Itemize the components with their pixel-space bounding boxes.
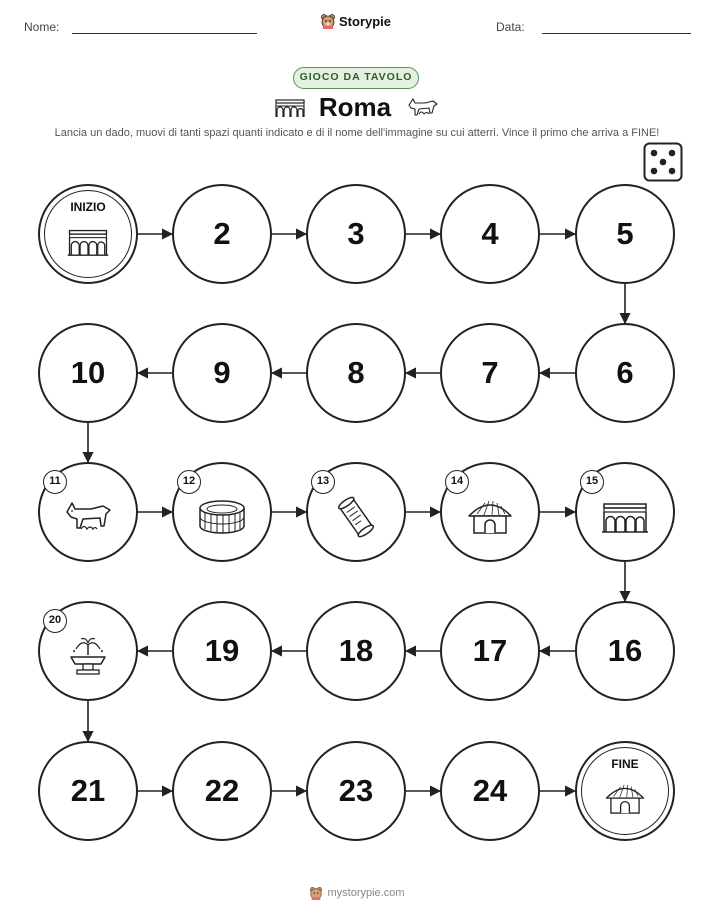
page-title: Roma: [318, 92, 392, 122]
space-number: 3: [347, 216, 365, 251]
space-number: 6: [616, 355, 634, 390]
space-number-badge: 14: [445, 470, 469, 494]
board-space-21: [38, 741, 138, 841]
board-space-24: [440, 741, 540, 841]
board-space-7: [440, 323, 540, 423]
fountain-icon: [63, 631, 113, 681]
board-space-3: [306, 184, 406, 284]
aqueduct-icon: [66, 220, 110, 264]
space-number: 2: [213, 216, 231, 251]
scroll-icon: [331, 492, 381, 542]
wolf-icon: [63, 492, 113, 542]
space-number: 17: [472, 633, 508, 668]
board-space-5: [575, 184, 675, 284]
date-label: Data:: [496, 20, 525, 34]
space-number: 4: [481, 216, 499, 251]
board-space-20: [38, 601, 138, 701]
space-number: 8: [347, 355, 365, 390]
board-space-finish: [575, 741, 675, 841]
name-label: Nome:: [24, 20, 60, 34]
board-space-15: [575, 462, 675, 562]
board-space-9: [172, 323, 272, 423]
space-number: 10: [70, 355, 106, 390]
space-number: 24: [472, 773, 508, 808]
hut-icon: [603, 777, 647, 821]
board-space-22: [172, 741, 272, 841]
bear-icon: [309, 886, 323, 900]
colosseum-icon: [197, 492, 247, 542]
footer: [0, 886, 714, 900]
space-number: 5: [616, 216, 634, 251]
board-space-19: [172, 601, 272, 701]
space-number: 16: [607, 633, 643, 668]
aqueduct-icon: [600, 492, 650, 542]
start-label: INIZIO: [70, 200, 106, 214]
space-number: 22: [204, 773, 240, 808]
board-space-start: [38, 184, 138, 284]
board-space-10: [38, 323, 138, 423]
hut-icon: [465, 492, 515, 542]
board-space-6: [575, 323, 675, 423]
game-instructions: Lancia un dado, muovi di tanti spazi quanti indicato e di il nome dell'immagine su cui atterri. Vince il primo che arriva a FINE!: [54, 127, 660, 139]
board-space-17: [440, 601, 540, 701]
board-space-11: [38, 462, 138, 562]
game-type-badge: GIOCO DA TAVOLO: [293, 67, 419, 89]
space-number-badge: 12: [177, 470, 201, 494]
space-number-badge: 15: [580, 470, 604, 494]
brand-name: Storypie: [339, 13, 392, 29]
space-number: 23: [338, 773, 374, 808]
board-space-16: [575, 601, 675, 701]
footer-url[interactable]: mystorypie.com: [327, 887, 405, 899]
space-number: 9: [213, 355, 231, 390]
board-space-2: [172, 184, 272, 284]
board-space-18: [306, 601, 406, 701]
space-number: 7: [481, 355, 499, 390]
space-number: 18: [338, 633, 374, 668]
board-space-12: [172, 462, 272, 562]
space-number-badge: 20: [43, 609, 67, 633]
space-number-badge: 11: [43, 470, 67, 494]
space-number-badge: 13: [311, 470, 335, 494]
space-number: 21: [70, 773, 106, 808]
board-space-14: [440, 462, 540, 562]
board-space-23: [306, 741, 406, 841]
finish-label: FINE: [611, 757, 639, 771]
board-space-13: [306, 462, 406, 562]
board-space-8: [306, 323, 406, 423]
board-space-4: [440, 184, 540, 284]
space-number: 19: [204, 633, 240, 668]
